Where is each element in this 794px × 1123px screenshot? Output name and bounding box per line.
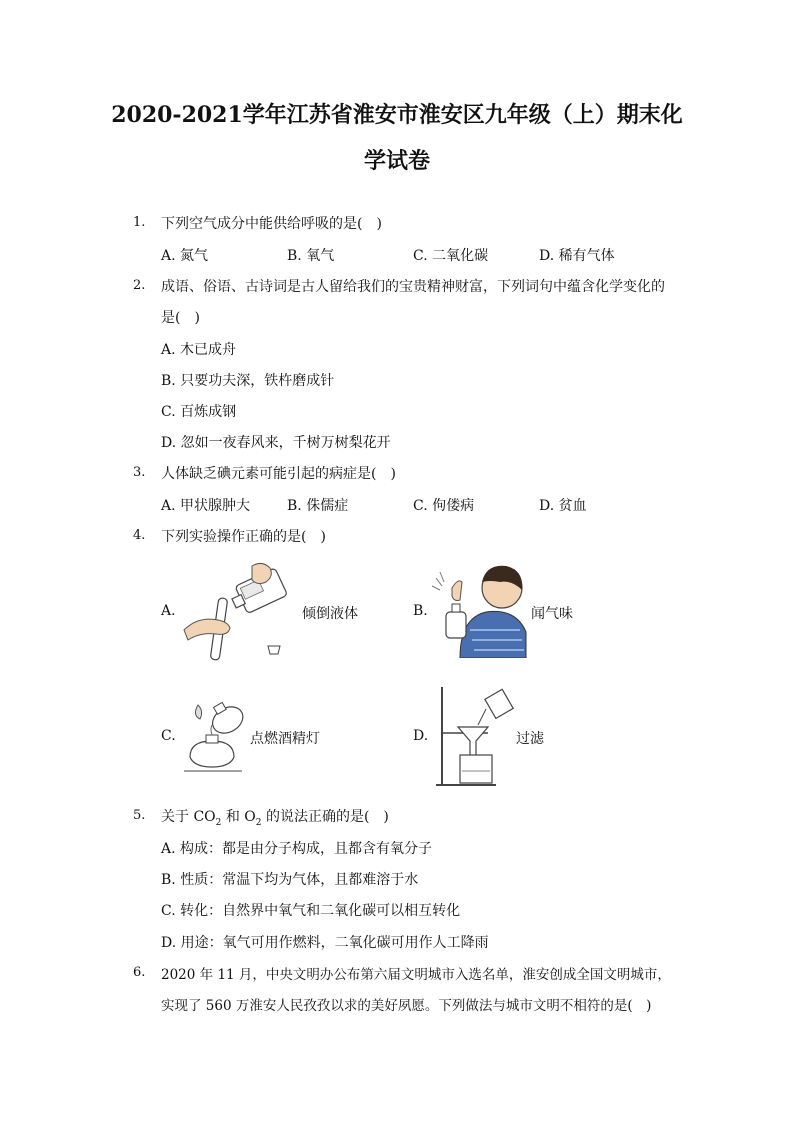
option-d: D. 用途：氧气可用作燃料，二氧化碳可用作人工降雨	[161, 935, 489, 951]
exam-title-line1: 2020-2021学年江苏省淮安市淮安区九年级（上）期末化	[111, 102, 683, 128]
option-d-letter: D.	[413, 728, 429, 744]
question-number: 2.	[133, 278, 146, 293]
option-d: D. 忽如一夜春风来，千树万树梨花开	[161, 435, 391, 451]
subscript: 2	[255, 817, 262, 828]
text-mid: 和 O	[221, 809, 256, 825]
option-c-letter: C.	[161, 728, 176, 744]
question-text-line2: 是( )	[161, 310, 200, 326]
pouring-liquid-icon	[180, 558, 300, 666]
option-d: D. 稀有气体	[539, 248, 615, 264]
question-text: 人体缺乏碘元素可能引起的病症是( )	[161, 466, 396, 482]
filtration-icon	[436, 685, 516, 787]
option-a-caption: 倾倒液体	[302, 606, 358, 622]
question-text-line1: 成语、俗语、古诗词是古人留给我们的宝贵精神财富，下列词句中蕴含化学变化的	[161, 279, 665, 295]
option-c: C. 百炼成钢	[161, 404, 237, 420]
option-a: A. 甲状腺肿大	[161, 498, 251, 514]
smelling-gas-icon	[430, 560, 530, 658]
option-b: B. 只要功夫深，铁杵磨成针	[161, 373, 335, 389]
option-a: A. 木已成舟	[161, 342, 237, 358]
question-text-line2: 实现了 560 万淮安人民孜孜以求的美好夙愿。下列做法与城市文明不相符的是( )	[161, 998, 652, 1014]
option-c-caption: 点燃酒精灯	[250, 731, 320, 747]
exam-title-line2: 学试卷	[363, 148, 430, 174]
option-b: B. 侏儒症	[287, 498, 349, 514]
question-text-line1: 2020 年 11 月，中央文明办公布第六届文明城市入选名单，淮安创成全国文明城市，	[161, 967, 671, 983]
option-b-letter: B.	[413, 603, 428, 619]
question-number: 1.	[133, 215, 146, 230]
option-a: A. 构成：都是由分子构成，且都含有氧分子	[161, 841, 433, 857]
text-pre: 关于 CO	[161, 809, 216, 825]
lighting-alcohol-lamp-icon	[182, 695, 250, 775]
option-c: C. 佝偻病	[413, 498, 475, 514]
question-number: 4.	[133, 528, 146, 543]
question-text	[161, 806, 389, 828]
option-a: A. 氮气	[161, 248, 209, 264]
question-number: 3.	[133, 465, 146, 480]
option-b: B. 性质：常温下均为气体，且都难溶于水	[161, 872, 419, 888]
question-number: 6.	[133, 965, 146, 980]
text-post: 的说法正确的是( )	[261, 809, 389, 825]
option-a-letter: A.	[161, 603, 176, 619]
option-d: D. 贫血	[539, 498, 587, 514]
option-d-caption: 过滤	[516, 731, 544, 747]
question-text: 下列空气成分中能供给呼吸的是( )	[161, 216, 382, 232]
option-c: C. 二氧化碳	[413, 248, 489, 264]
question-number: 5.	[133, 808, 146, 823]
question-text: 下列实验操作正确的是( )	[161, 529, 326, 545]
option-b: B. 氧气	[287, 248, 335, 264]
subscript: 2	[215, 817, 222, 828]
option-c: C. 转化：自然界中氧气和二氧化碳可以相互转化	[161, 903, 461, 919]
option-b-caption: 闻气味	[531, 606, 573, 622]
